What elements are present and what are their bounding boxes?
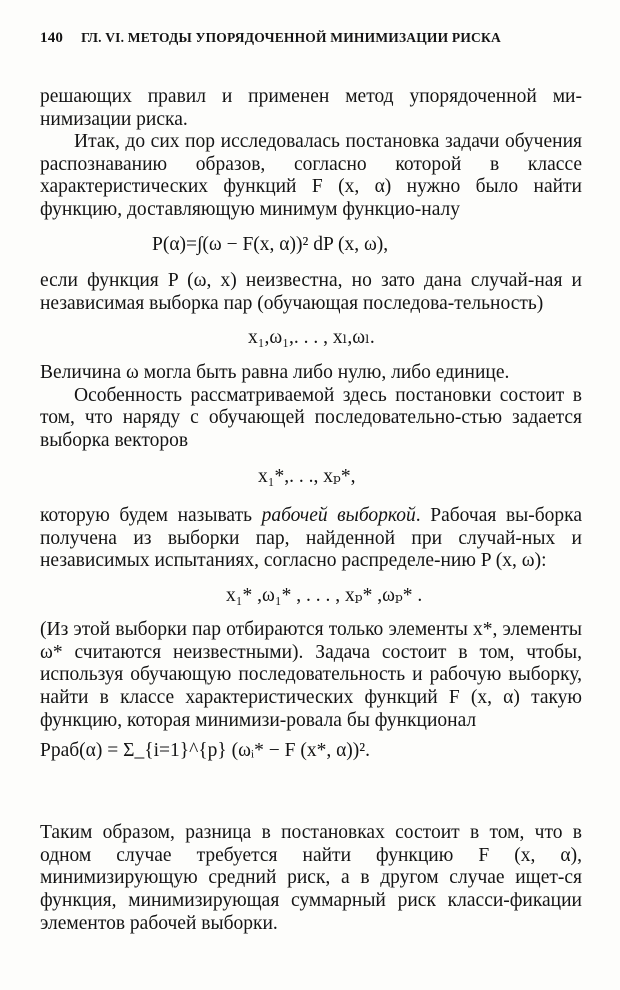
formula-working-pairs: x₁* ,ω₁* , . . . , xₚ* ,ωₚ* . xyxy=(226,584,423,606)
chapter-title: ГЛ. VI. МЕТОДЫ УПОРЯДОЧЕННОЙ МИНИМИЗАЦИИ РИСКА xyxy=(81,30,501,45)
paragraph-3: если функция P (ω, x) неизвестна, но зато дана случай-ная и независимая выборка пар (обучающая последова-тельность) xyxy=(40,270,582,314)
formula-functional-risk: P(α)=∫(ω − F(x, α))² dP (x, ω), xyxy=(152,233,389,255)
formula-working-risk: Pраб(α) = Σ_{i=1}^{p} (ωᵢ* − F (x*, α))². xyxy=(40,740,371,762)
paragraph-6-start: которую будем называть xyxy=(40,504,262,526)
paragraph-6 xyxy=(40,505,582,573)
term-working-sample: рабочей выборкой xyxy=(261,504,416,526)
paragraph-4: Величина ω могла быть равна либо нулю, либо единице. xyxy=(40,361,510,383)
paragraph-8: Таким образом, разница в постановках состоит в том, что в одном случае требуется найти функцию F (x, α), минимизирующую средний риск, а в другом случае ищет-ся функция, минимизирующая суммарный риск класси-фикации элементов рабочей выборки. xyxy=(40,822,582,934)
formula-training-sequence: x₁,ω₁,. . . , xₗ,ωₗ. xyxy=(248,327,375,349)
page-number: 140 xyxy=(40,30,64,46)
paragraph-7: (Из этой выборки пар отбираются только элементы x*, элементы ω* считаются неизвестными). Задача состоит в том, чтобы, используя обучающую последовательность и рабочую выборку, найти в классе характеристических функций F (x, α) такую функцию, которая минимизи-ровала бы функционал xyxy=(40,619,582,731)
paragraph-5: Особенность рассматриваемой здесь постановки состоит в том, что наряду с обучающей последовательно-стью задается выборка векторов xyxy=(40,384,582,451)
paragraph-6-end: . Рабочая вы-борка получена из выборки пар, найденной при случай-ных и независимых испытаниях, согласно распределе-нию P (x, ω): xyxy=(40,504,582,572)
page-body xyxy=(40,86,582,935)
formula-working-sample: x₁*,. . ., xₚ*, xyxy=(258,466,356,488)
paragraph-1: решающих правил и применен метод упорядоченной ми-нимизации риска. xyxy=(40,86,582,130)
paragraph-2: Итак, до сих пор исследовалась постановка задачи обучения распознаванию образов, согласно которой в классе характеристических функций F (x, α) нужно было найти функцию, доставляющую минимум функцио-налу xyxy=(40,131,582,220)
running-header xyxy=(40,30,582,47)
